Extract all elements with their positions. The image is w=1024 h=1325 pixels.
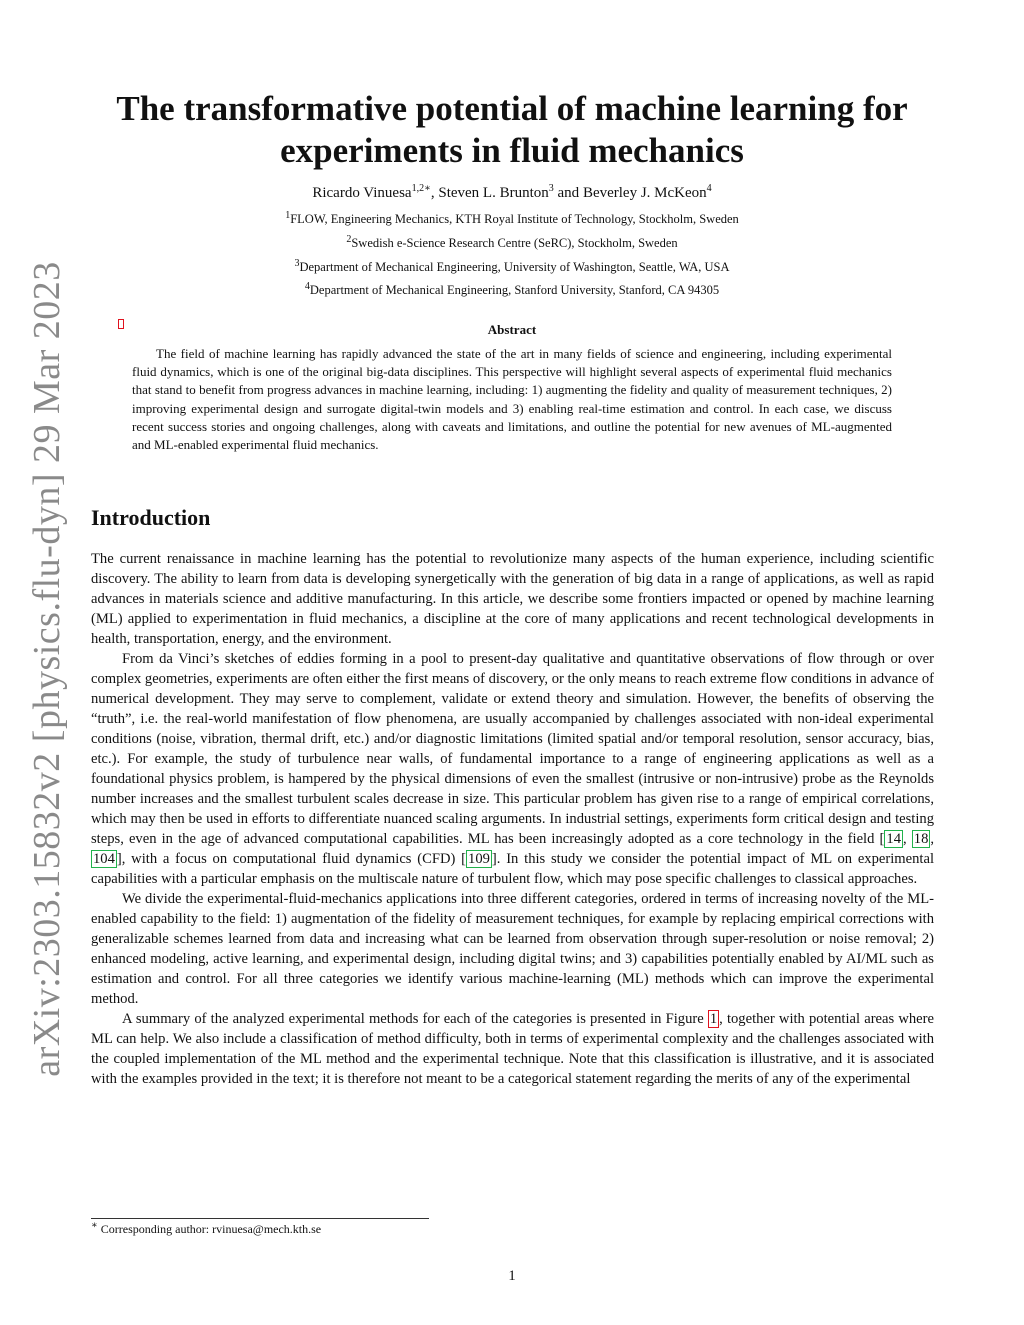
author-name: Ricardo Vinuesa (312, 185, 412, 201)
affiliation-number: 2 (346, 233, 352, 245)
author-name: Steven L. Brunton (438, 185, 549, 201)
citation-link[interactable]: 104 (93, 851, 115, 867)
author-name: Beverley J. McKeon (582, 185, 707, 201)
section-heading-introduction: Introduction (91, 505, 211, 530)
introduction-body (91, 549, 934, 1089)
paragraph-3: We divide the experimental-fluid-mechanics applications into three different categories, ordered in terms of increasing novelty of the ML-enabled capability to the field: 1) augmentation of the fidelity of measurement techniques, for example by replacing empirical corrections with generalizable schemes learned from data and increasing what can be learned from observation through super-resolution or noise removal; 2) enhanced modeling, active learning, and experimental design, including digital twins; and 3) capabilities potentially enabled by AI/ML such as estimation and control. For all three categories we identify various machine-learning (ML) methods which can improve the experimental method. (91, 891, 934, 1007)
paragraph-4-text-a: A summary of the analyzed experimental methods for each of the categories is presented in Figure (122, 1011, 708, 1027)
footnote-text: Corresponding author: rvinuesa@mech.kth.se (97, 1222, 322, 1236)
arxiv-stamp (22, 261, 72, 1077)
affiliation-1 (60, 209, 964, 227)
author-affiliation-mark: 3 (548, 183, 554, 194)
affiliation-text: Department of Mechanical Engineering, Stanford University, Stanford, CA 94305 (309, 283, 720, 297)
arxiv-stamp-text: arXiv:2303.15832v2 [physics.flu-dyn] 29 Mar 2023 (26, 261, 68, 1077)
affiliation-text: Department of Mechanical Engineering, University of Washington, Seattle, WA, USA (299, 260, 730, 274)
footnote (91, 1222, 321, 1237)
paragraph-2 (91, 649, 934, 889)
affiliation-text: FLOW, Engineering Mechanics, KTH Royal Institute of Technology, Stockholm, Sweden (290, 212, 739, 226)
citation-separator: , (902, 831, 912, 847)
author-affiliation-mark: 1,2∗ (411, 183, 431, 194)
hyperlink-marker[interactable] (118, 319, 124, 329)
paragraph-2-text-b: ], with a focus on computational fluid dynamics (CFD) [ (116, 851, 467, 867)
affiliation-3 (60, 257, 964, 275)
author-affiliation-mark: 4 (706, 183, 712, 194)
paper-title (60, 88, 964, 172)
figure-reference-link[interactable]: 1 (709, 1011, 718, 1027)
author-separator: , (430, 185, 439, 201)
title-line-1: The transformative potential of machine learning for (116, 89, 908, 128)
affiliation-number: 4 (304, 280, 310, 292)
abstract-text: The field of machine learning has rapidly advanced the state of the art in many fields of science and engineering, including experimental fluid dynamics, which is one of the original big-data disciplines. This perspective will highlight several aspects of experimental fluid mechanics that stand to benefit from progress advances in machine learning, including: 1) augmenting the fidelity and quality of measurement techniques, 2) improving experimental design and surrogate digital-twin models and 3) enabling real-time estimation and control. In each case, we discuss recent success stories and ongoing challenges, along with caveats and limitations, and outline the potential for new avenues of ML-augmented and ML-enabled experimental fluid mechanics. (132, 346, 892, 453)
footnote-divider (91, 1218, 429, 1219)
citation-separator: , (930, 831, 935, 847)
paragraph-2-text-a: From da Vinci’s sketches of eddies forming in a pool to present-day qualitative and quantitative observations of flow through or over complex geometries, experiments are often either the first means of discovery, or the only means to reach extreme flow conditions in advance of numerical development. They may serve to complement, validate or extend theory and simulation. However, the benefits of observing the “truth”, i.e. the real-world manifestation of flow phenomena, are usually accompanied by challenges associated with non-ideal experimental conditions (noise, vibration, thermal drift, etc.) and/or diagnostic limitations (limited spatial and/or temporal resolution, sensor accuracy, bias, etc.). For example, the study of turbulence near walls, of fundamental importance to a range of engineering applications as well as a foundational physics problem, is hampered by the physical dimensions of even the smallest (intrusive or non-intrusive) probe as the Reynolds number increases and the smallest turbulent scales decrease in size. This particular problem has given rise to a range of empirical correlations, which may then be used in efforts to differentiate nuanced scaling arguments. In industrial settings, experiments form critical design and testing steps, even in the age of advanced computational capabilities. ML has been increasingly adopted as a core technology in the field [ (91, 651, 934, 847)
paragraph-4-text-b: , together with potential areas where ML can help. We also include a classification of method difficulty, both in terms of experimental complexity and the challenges associated with the coupled implementation of the ML method and the experimental technique. Note that this classification is illustrative, and it is associated with the examples provided in the text; it is therefore not meant to be a categorical statement regarding the merits of any of the experimental (91, 1011, 934, 1087)
affiliation-text: Swedish e-Science Research Centre (SeRC), Stockholm, Sweden (351, 236, 678, 250)
citation-link[interactable]: 18 (913, 831, 929, 847)
paragraph-2-text-c: ]. In this study we consider the potential impact of ML on experimental capabilities with a particular emphasis on the multiscale nature of turbulent flow, which may pose specific challenges to classical approaches. (91, 851, 934, 887)
citation-link[interactable]: 14 (886, 831, 901, 847)
paragraph-4 (91, 1009, 934, 1089)
affiliation-number: 1 (285, 209, 291, 221)
citation-link[interactable]: 109 (468, 851, 490, 867)
author-list (60, 185, 964, 202)
title-line-2: experiments in fluid mechanics (280, 131, 744, 170)
affiliation-2 (60, 233, 964, 251)
affiliation-number: 3 (294, 257, 300, 269)
abstract-heading: Abstract (487, 322, 537, 337)
affiliation-4 (60, 280, 964, 298)
paragraph-1: The current renaissance in machine learning has the potential to revolutionize many aspects of the human experience, including scientific discovery. The ability to learn from data is developing synergetically with the generation of big data in a range of applications, as well as rapid advances in materials science and additive manufacturing. In this article, we describe some frontiers impacted or opened by machine learning (ML) applied to experimentation in fluid mechanics, a discipline at the core of many applications and recent technological developments in health, transportation, energy, and the environment. (91, 551, 934, 647)
footnote-mark: ∗ (91, 1220, 98, 1231)
page-number: 1 (508, 1268, 516, 1284)
author-separator: and (553, 185, 583, 201)
